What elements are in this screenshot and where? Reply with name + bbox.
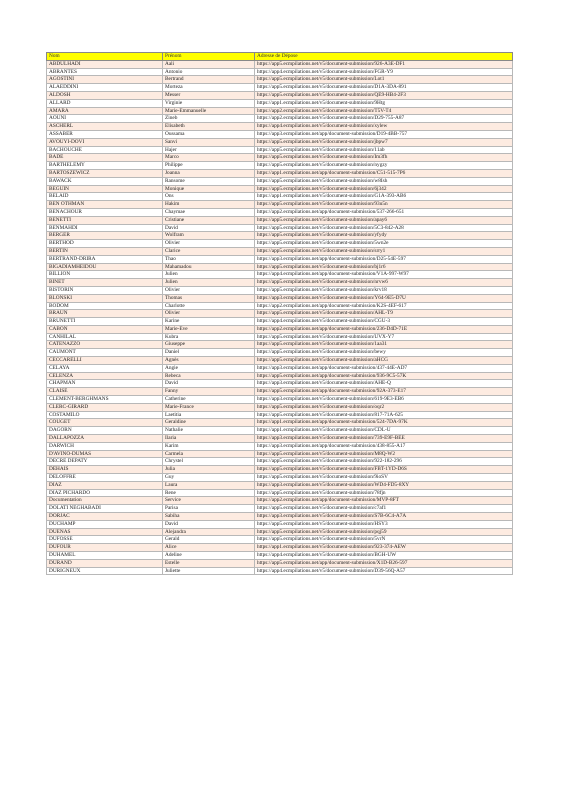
cell-nom: DEHAIS: [47, 466, 163, 474]
table-row: [47, 169, 513, 177]
cell-nom: BADE: [47, 154, 163, 162]
cell-prenom: Oussama: [163, 130, 255, 138]
cell-prenom: Messer: [163, 91, 255, 99]
cell-adresse: https://app5.ecmpilations.net/v5/document-submission/922-182-296: [255, 458, 513, 466]
cell-prenom: Aali: [163, 60, 255, 68]
table-row: [47, 520, 513, 528]
cell-prenom: Elisabeth: [163, 123, 255, 131]
cell-adresse: https://app3.ecmpilations.net/app/document-submission/D19-4BB-757: [255, 130, 513, 138]
table-row: [47, 364, 513, 372]
cell-prenom: Thomas: [163, 294, 255, 302]
table-row: [47, 450, 513, 458]
table-row: [47, 474, 513, 482]
table-row: [47, 388, 513, 396]
cell-adresse: https://app5.ecmpilations.net/v5/document-submission/Lot1: [255, 76, 513, 84]
cell-prenom: Rebeca: [163, 372, 255, 380]
table-row: [47, 513, 513, 521]
cell-nom: CATENAZZO: [47, 341, 163, 349]
cell-nom: CLEMENT-BERGHMANS: [47, 396, 163, 404]
cell-adresse: https://app4.ecmpilations.net/v5/document-submission/BGH-UW: [255, 552, 513, 560]
cell-prenom: Bertrand: [163, 76, 255, 84]
cell-nom: DORJAC: [47, 513, 163, 521]
cell-prenom: Guy: [163, 474, 255, 482]
table-row: [47, 146, 513, 154]
table-row: [47, 247, 513, 255]
cell-nom: BLONSKI: [47, 294, 163, 302]
cell-adresse: https://app3.ecmpilations.net/v5/document-submission/WD4-FD5-8XY: [255, 481, 513, 489]
cell-prenom: Laetitia: [163, 411, 255, 419]
cell-prenom: Monique: [163, 185, 255, 193]
cell-prenom: Parisa: [163, 505, 255, 513]
table-row: [47, 489, 513, 497]
table-row: [47, 396, 513, 404]
cell-adresse: https://app5.ecmpilations.net/v5/document-submission/jbpw7: [255, 138, 513, 146]
cell-adresse: https://app5.ecmpilations.net/v5/document-submission/pqj59: [255, 528, 513, 536]
cell-adresse: https://app5.ecmpilations.net/v5/document-submission/aHCG: [255, 357, 513, 365]
table-row: [47, 193, 513, 201]
table-row: [47, 60, 513, 68]
cell-nom: DURIGNEUX: [47, 567, 163, 575]
cell-nom: BENMAHDI: [47, 224, 163, 232]
cell-adresse: https://app5.ecmpilations.net/v5/document-submission/srry1: [255, 247, 513, 255]
cell-adresse: https://app1.ecmpilations.net/app/document-submission/524-7DA-97K: [255, 419, 513, 427]
cell-adresse: https://app5.ecmpilations.net/v5/document-submission/78fjn: [255, 489, 513, 497]
table-row: [47, 232, 513, 240]
cell-nom: DALLAPOZZA: [47, 435, 163, 443]
table-row: [47, 567, 513, 575]
cell-adresse: https://app2.ecmpilations.net/v5/document-submission/T5V-T4: [255, 107, 513, 115]
submission-table: [46, 52, 513, 575]
cell-prenom: Alejandra: [163, 528, 255, 536]
cell-adresse: https://app5.ecmpilations.net/v5/document-submission/HSY3: [255, 520, 513, 528]
cell-adresse: https://app2.ecmpilations.net/app/document-submission/MVP-8FT: [255, 497, 513, 505]
cell-nom: CAUMONT: [47, 349, 163, 357]
cell-adresse: https://app3.ecmpilations.net/v5/document-submission/AHE-Q: [255, 380, 513, 388]
cell-nom: BISTORIN: [47, 286, 163, 294]
cell-nom: AGOSTINI: [47, 76, 163, 84]
cell-adresse: https://app5.ecmpilations.net/app/document-submission/92A-373-E17: [255, 388, 513, 396]
cell-adresse: https://app5.ecmpilations.net/app/document-submission/936-9C5-57K: [255, 372, 513, 380]
table-row: [47, 435, 513, 443]
cell-adresse: https://app4.ecmpilations.net/v5/document-submission/D39-56Q-A57: [255, 567, 513, 575]
cell-nom: DUHAMEL: [47, 552, 163, 560]
cell-adresse: https://app3.ecmpilations.net/v5/document-submission/S7B-6C4-A7A: [255, 513, 513, 521]
cell-prenom: Morteza: [163, 84, 255, 92]
cell-nom: DUENAS: [47, 528, 163, 536]
table-row: [47, 76, 513, 84]
cell-adresse: https://app5.ecmpilations.net/v5/document-submission/926-A3E-DF1: [255, 60, 513, 68]
cell-prenom: Marco: [163, 154, 255, 162]
cell-nom: CELENZA: [47, 372, 163, 380]
cell-prenom: Sabiha: [163, 513, 255, 521]
cell-adresse: https://app5.ecmpilations.net/v5/document-submission/c7af1: [255, 505, 513, 513]
cell-adresse: https://app5.ecmpilations.net/v5/document-submission/UVX-Y7: [255, 333, 513, 341]
cell-nom: BIGADIAMHEIDOU: [47, 263, 163, 271]
cell-prenom: David: [163, 380, 255, 388]
cell-nom: ASSABER: [47, 130, 163, 138]
cell-nom: CLERC-GIRARD: [47, 403, 163, 411]
cell-prenom: Fanny: [163, 388, 255, 396]
table-row: [47, 341, 513, 349]
table-row: [47, 286, 513, 294]
cell-nom: DARWICH: [47, 442, 163, 450]
cell-prenom: Joanna: [163, 169, 255, 177]
cell-nom: BRAUN: [47, 310, 163, 318]
cell-adresse: https://app2.ecmpilations.net/v5/document-submission/D29-755-A87: [255, 115, 513, 123]
cell-adresse: https://app5.ecmpilations.net/v5/document-submission/krv18: [255, 286, 513, 294]
table-row: [47, 177, 513, 185]
table-row: [47, 442, 513, 450]
cell-nom: BODOM: [47, 302, 163, 310]
cell-adresse: https://app4.ecmpilations.net/v5/document-submission/xylew: [255, 123, 513, 131]
table-header: [47, 53, 513, 61]
cell-adresse: https://app5.ecmpilations.net/v5/document-submission/QE9-HB4-2F3: [255, 91, 513, 99]
cell-prenom: Kubra: [163, 333, 255, 341]
cell-prenom: Sanvi: [163, 138, 255, 146]
cell-prenom: Thao: [163, 255, 255, 263]
cell-prenom: Zineb: [163, 115, 255, 123]
table-row: [47, 99, 513, 107]
cell-prenom: Julia: [163, 466, 255, 474]
cell-prenom: Chrystel: [163, 458, 255, 466]
cell-prenom: Clarice: [163, 247, 255, 255]
table-row: [47, 279, 513, 287]
cell-adresse: https://app5.ecmpilations.net/v5/document-submission/5vrN: [255, 536, 513, 544]
cell-nom: BARTOSZEWICZ: [47, 169, 163, 177]
table-row: [47, 115, 513, 123]
cell-prenom: Hajer: [163, 146, 255, 154]
table-row: [47, 255, 513, 263]
cell-nom: BAWACK: [47, 177, 163, 185]
table-row: [47, 162, 513, 170]
table-row: [47, 458, 513, 466]
cell-adresse: https://app1.ecmpilations.net/v5/document-submission/9Htg: [255, 99, 513, 107]
cell-adresse: https://app5.ecmpilations.net/app/document-submission/X1D-B26-597: [255, 559, 513, 567]
cell-nom: ABDULHADI: [47, 60, 163, 68]
cell-nom: CELAYA: [47, 364, 163, 372]
cell-adresse: https://app5.ecmpilations.net/v5/document-submission/93u5n: [255, 201, 513, 209]
table-row: [47, 68, 513, 76]
cell-nom: BINET: [47, 279, 163, 287]
cell-nom: COUGET: [47, 419, 163, 427]
cell-adresse: https://app2.ecmpilations.net/app/document-submission/236-D4D-71E: [255, 325, 513, 333]
table-row: [47, 419, 513, 427]
table-row: [47, 372, 513, 380]
table-row: [47, 380, 513, 388]
cell-prenom: Ilaria: [163, 435, 255, 443]
cell-prenom: Nathalie: [163, 427, 255, 435]
cell-adresse: https://app5.ecmpilations.net/v5/document-submission/5wn2e: [255, 240, 513, 248]
cell-nom: CANHILAL: [47, 333, 163, 341]
cell-prenom: Adeline: [163, 552, 255, 560]
cell-adresse: https://app1.ecmpilations.net/app/document-submission/C51-515-7P6: [255, 169, 513, 177]
cell-nom: AVOUYI-DOVI: [47, 138, 163, 146]
cell-adresse: https://app2.ecmpilations.net/app/document-submission/537-266-651: [255, 208, 513, 216]
cell-prenom: Wolfram: [163, 232, 255, 240]
cell-prenom: Geraldine: [163, 419, 255, 427]
cell-adresse: https://app1.ecmpilations.net/v5/document-submission/923-374-AEW: [255, 544, 513, 552]
cell-adresse: https://app5.ecmpilations.net/v5/document-submission/apay6: [255, 216, 513, 224]
cell-prenom: Marie-France: [163, 403, 255, 411]
table-row: [47, 123, 513, 131]
cell-prenom: Olivier: [163, 286, 255, 294]
cell-adresse: https://app5.ecmpilations.net/v5/document-submission/D1A-3DA-891: [255, 84, 513, 92]
cell-prenom: Service: [163, 497, 255, 505]
cell-nom: AMARA: [47, 107, 163, 115]
cell-adresse: https://app3.ecmpilations.net/v5/document-submission/619-9E3-EB6: [255, 396, 513, 404]
cell-adresse: https://app3.ecmpilations.net/v5/document-submission/739-E9F-BEE: [255, 435, 513, 443]
cell-prenom: Ons: [163, 193, 255, 201]
cell-nom: DIAZ: [47, 481, 163, 489]
cell-prenom: Rene: [163, 489, 255, 497]
table-row: [47, 497, 513, 505]
cell-adresse: https://app5.ecmpilations.net/v5/document-submission/FBT-1YD-D6S: [255, 466, 513, 474]
cell-nom: ABRANTES: [47, 68, 163, 76]
table-row: [47, 544, 513, 552]
cell-adresse: https://app4.ecmpilations.net/app/document-submission/V1A-997-W97: [255, 271, 513, 279]
table-row: [47, 528, 513, 536]
cell-nom: BERGER: [47, 232, 163, 240]
cell-adresse: https://app3.ecmpilations.net/app/document-submission/438-855-A17: [255, 442, 513, 450]
cell-nom: BRUNETTI: [47, 318, 163, 326]
cell-adresse: https://app5.ecmpilations.net/v5/document-submission/bewy: [255, 349, 513, 357]
table-row: [47, 263, 513, 271]
cell-nom: BERTRAND-DRIRA: [47, 255, 163, 263]
cell-prenom: Catherine: [163, 396, 255, 404]
cell-prenom: Olivier: [163, 310, 255, 318]
cell-prenom: Juliette: [163, 567, 255, 575]
cell-adresse: https://app1.ecmpilations.net/v5/document-submission/G1A-393-AB6: [255, 193, 513, 201]
table-row: [47, 91, 513, 99]
cell-adresse: https://app1.ecmpilations.net/v5/document-submission/CDL-U: [255, 427, 513, 435]
cell-nom: CECCARELLI: [47, 357, 163, 365]
cell-prenom: Laura: [163, 481, 255, 489]
cell-nom: CHAPMAN: [47, 380, 163, 388]
cell-adresse: https://app5.ecmpilations.net/v5/document-submission/bj1r6: [255, 263, 513, 271]
cell-prenom: Carmela: [163, 450, 255, 458]
cell-nom: BERTHOD: [47, 240, 163, 248]
table-row: [47, 208, 513, 216]
header-adresse: Adresse de Dépose: [255, 53, 513, 61]
cell-prenom: Karine: [163, 318, 255, 326]
cell-prenom: Angie: [163, 364, 255, 372]
cell-adresse: https://app5.ecmpilations.net/v5/document-submission/11ab: [255, 146, 513, 154]
cell-adresse: https://app5.ecmpilations.net/v5/document-submission/M8Q-W2: [255, 450, 513, 458]
table-row: [47, 505, 513, 513]
header-prenom: Prénom: [163, 53, 255, 61]
cell-nom: DURAND: [47, 559, 163, 567]
cell-nom: BILLION: [47, 271, 163, 279]
table-row: [47, 224, 513, 232]
table-row: [47, 310, 513, 318]
table-row: [47, 403, 513, 411]
table-row: [47, 357, 513, 365]
cell-adresse: https://app5.ecmpilations.net/v5/document-submission/1aa31: [255, 341, 513, 349]
table-row: [47, 427, 513, 435]
cell-prenom: Karim: [163, 442, 255, 450]
cell-prenom: Cristiane: [163, 216, 255, 224]
cell-prenom: Antonio: [163, 68, 255, 76]
cell-nom: DOLATI NEGHABADI: [47, 505, 163, 513]
cell-adresse: https://app2.ecmpilations.net/app/document-submission/K2S-4EF-617: [255, 302, 513, 310]
cell-adresse: https://app5.ecmpilations.net/v5/document-submission/yfydy: [255, 232, 513, 240]
cell-nom: DUFOSSE: [47, 536, 163, 544]
cell-nom: ALAEDDINI: [47, 84, 163, 92]
cell-prenom: Virginie: [163, 99, 255, 107]
header-nom: Nom: [47, 53, 163, 61]
cell-prenom: Philippe: [163, 162, 255, 170]
table-row: [47, 84, 513, 92]
spreadsheet-page: [46, 52, 512, 575]
cell-adresse: https://app5.ecmpilations.net/v5/document-submission/6j342: [255, 185, 513, 193]
cell-adresse: https://app5.ecmpilations.net/v5/document-submission/817-71A-625: [255, 411, 513, 419]
cell-nom: BERTIN: [47, 247, 163, 255]
table-row: [47, 185, 513, 193]
table-row: [47, 325, 513, 333]
table-row: [47, 481, 513, 489]
table-row: [47, 536, 513, 544]
cell-prenom: Agnès: [163, 357, 255, 365]
cell-nom: D'AVINO-DUMAS: [47, 450, 163, 458]
cell-nom: BACHOUCHE: [47, 146, 163, 154]
cell-adresse: https://app3.ecmpilations.net/v5/document-submission/Y64-9E5-D7U: [255, 294, 513, 302]
cell-adresse: https://app3.ecmpilations.net/app/document-submission/437-44E-AD7: [255, 364, 513, 372]
cell-nom: BENACHOUR: [47, 208, 163, 216]
table-row: [47, 411, 513, 419]
cell-nom: AOUNI: [47, 115, 163, 123]
cell-adresse: https://app5.ecmpilations.net/v5/document-submission/nrvw6: [255, 279, 513, 287]
cell-nom: DECRE DEPATY: [47, 458, 163, 466]
header-row: [47, 53, 513, 61]
cell-prenom: Mahamadou: [163, 263, 255, 271]
table-row: [47, 302, 513, 310]
table-row: [47, 349, 513, 357]
cell-prenom: Julien: [163, 271, 255, 279]
cell-adresse: https://app5.ecmpilations.net/v5/document-submission/AHL-T9: [255, 310, 513, 318]
cell-adresse: https://app5.ecmpilations.net/v5/document-submission/5C3-842-A28: [255, 224, 513, 232]
table-row: [47, 240, 513, 248]
cell-prenom: Charlotte: [163, 302, 255, 310]
table-row: [47, 107, 513, 115]
cell-adresse: https://app5.ecmpilations.net/v5/document-submission/oqr2: [255, 403, 513, 411]
cell-nom: Documentation: [47, 497, 163, 505]
cell-prenom: Alice: [163, 544, 255, 552]
cell-nom: BEGUIN: [47, 185, 163, 193]
cell-adresse: https://app5.ecmpilations.net/v5/document-submission/w8Ish: [255, 177, 513, 185]
table-row: [47, 333, 513, 341]
cell-prenom: Julien: [163, 279, 255, 287]
table-row: [47, 130, 513, 138]
cell-prenom: Marie-Eve: [163, 325, 255, 333]
cell-nom: DELOFFRE: [47, 474, 163, 482]
cell-nom: CABON: [47, 325, 163, 333]
table-row: [47, 271, 513, 279]
table-row: [47, 216, 513, 224]
cell-nom: ALDOSH: [47, 91, 163, 99]
table-row: [47, 559, 513, 567]
table-row: [47, 466, 513, 474]
cell-nom: ALLARD: [47, 99, 163, 107]
cell-nom: BELAID: [47, 193, 163, 201]
cell-prenom: David: [163, 224, 255, 232]
cell-nom: ASCHERL: [47, 123, 163, 131]
table-row: [47, 138, 513, 146]
cell-prenom: Chaymae: [163, 208, 255, 216]
cell-nom: CLAISE: [47, 388, 163, 396]
cell-nom: DAGORN: [47, 427, 163, 435]
cell-nom: BARTHELEMY: [47, 162, 163, 170]
table-row: [47, 294, 513, 302]
cell-prenom: Hakim: [163, 201, 255, 209]
cell-nom: DUFOUR: [47, 544, 163, 552]
cell-nom: DIAZ PICHARDO: [47, 489, 163, 497]
cell-prenom: Gerald: [163, 536, 255, 544]
cell-nom: BENETTI: [47, 216, 163, 224]
table-row: [47, 154, 513, 162]
cell-prenom: Daniel: [163, 349, 255, 357]
cell-adresse: https://app5.ecmpilations.net/v5/document-submission/9ioSV: [255, 474, 513, 482]
cell-adresse: https://app5.ecmpilations.net/v5/document-submission/nygzy: [255, 162, 513, 170]
cell-nom: BEN OTHMAN: [47, 201, 163, 209]
cell-prenom: Marie-Emmanuelle: [163, 107, 255, 115]
cell-nom: DUCHAMP: [47, 520, 163, 528]
cell-prenom: David: [163, 520, 255, 528]
cell-adresse: https://app3.ecmpilations.net/app/document-submission/D25-54E-597: [255, 255, 513, 263]
table-row: [47, 201, 513, 209]
cell-nom: COSTAMILO: [47, 411, 163, 419]
table-body: [47, 60, 513, 575]
cell-adresse: https://app4.ecmpilations.net/v5/document-submission/CGU-3: [255, 318, 513, 326]
cell-adresse: https://app4.ecmpilations.net/v5/document-submission/FGR-Y9: [255, 68, 513, 76]
table-row: [47, 318, 513, 326]
cell-prenom: Estelle: [163, 559, 255, 567]
cell-prenom: Giuseppe: [163, 341, 255, 349]
table-row: [47, 552, 513, 560]
cell-adresse: https://app5.ecmpilations.net/v5/document-submission/Im3fh: [255, 154, 513, 162]
cell-prenom: Olivier: [163, 240, 255, 248]
cell-prenom: Ransome: [163, 177, 255, 185]
